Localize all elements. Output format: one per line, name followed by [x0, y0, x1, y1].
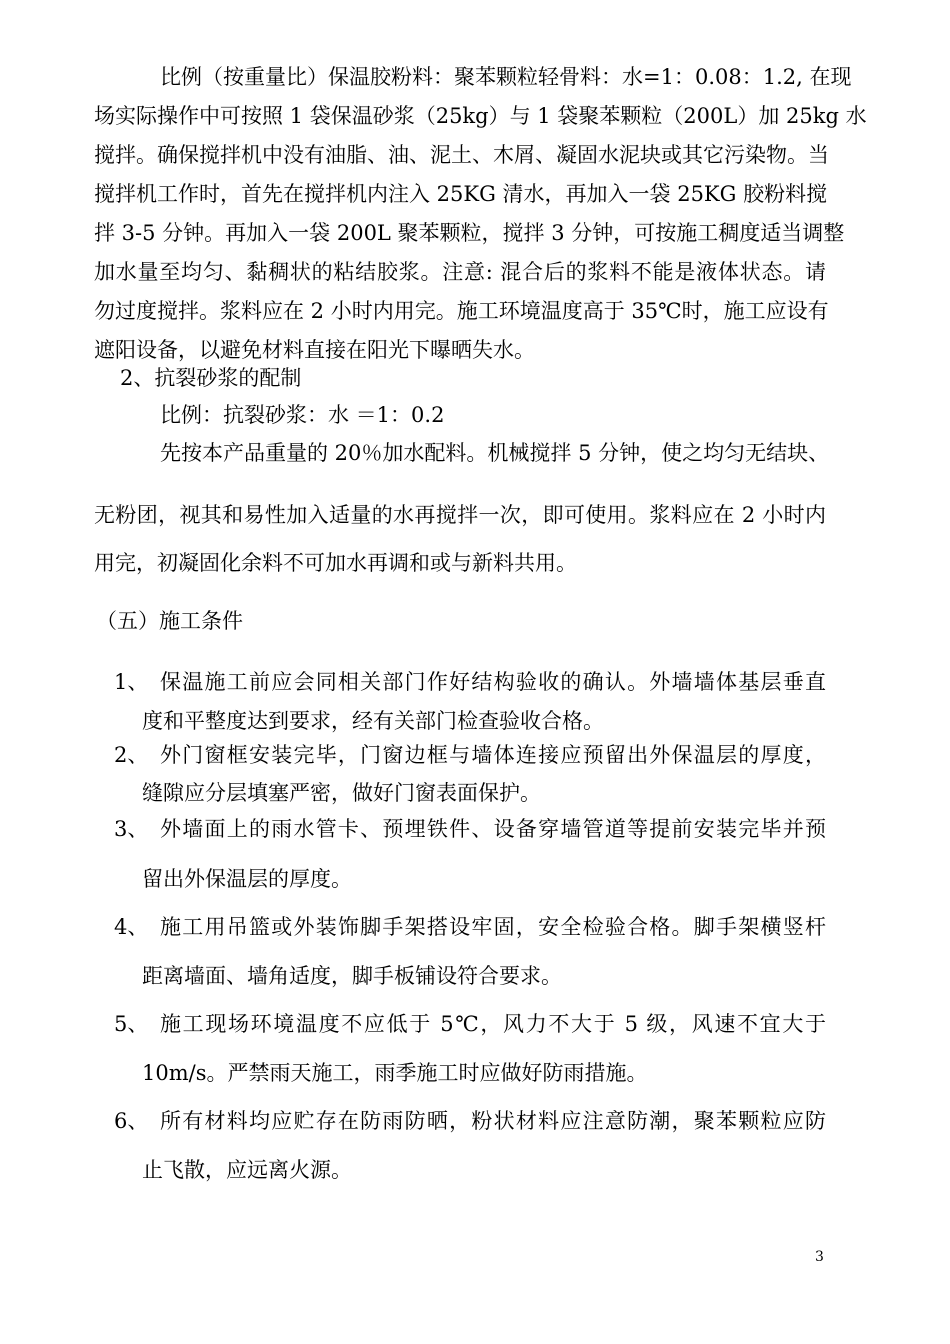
subheading-crack-mortar: 2、抗裂砂浆的配制: [120, 366, 302, 390]
paragraph-1-line-4: 搅拌机工作时，首先在搅拌机内注入 25KG 清水，再加入一袋 25KG 胶粉料搅: [94, 182, 828, 206]
list-number-5: 5、: [114, 1012, 149, 1036]
page-number: 3: [815, 1249, 824, 1265]
list-item-2-line-2: 缝隙应分层填塞严密，做好门窗表面保护。: [142, 781, 541, 805]
paragraph-1-line-2: 场实际操作中可按照 1 袋保温砂浆（25kg）与 1 袋聚苯颗粒（200L）加 25kg 水: [94, 104, 867, 128]
list-item-1-line-2: 度和平整度达到要求，经有关部门检查验收合格。: [142, 709, 604, 733]
list-number-6: 6、: [114, 1109, 149, 1133]
list-number-1: 1、: [114, 670, 149, 694]
paragraph-2-line-1: 先按本产品重量的 20％加水配料。机械搅拌 5 分钟，使之均匀无结块、: [160, 441, 830, 465]
paragraph-1-line-7: 勿过度搅拌。浆料应在 2 小时内用完。施工环境温度高于 35℃时，施工应设有: [94, 299, 829, 323]
paragraph-1-line-6: 加水量至均匀、黏稠状的粘结胶浆。注意: 混合后的浆料不能是液体状态。请: [94, 260, 826, 284]
paragraph-2-line-3: 用完，初凝固化余料不可加水再调和或与新料共用。: [94, 551, 577, 575]
list-item-6-line-1: 所有材料均应贮存在防雨防晒，粉状材料应注意防潮，聚苯颗粒应防: [160, 1109, 826, 1133]
list-item-4-line-2: 距离墙面、墙角适度，脚手板铺设符合要求。: [142, 964, 562, 988]
list-number-3: 3、: [114, 817, 149, 841]
ratio-line: 比例：抗裂砂浆：水 ＝1：0.2: [160, 403, 445, 427]
paragraph-1-line-5: 拌 3-5 分钟。再加入一袋 200L 聚苯颗粒，搅拌 3 分钟，可按施工稠度适当调整: [94, 221, 845, 245]
list-item-1-line-1: 保温施工前应会同相关部门作好结构验收的确认。外墙墙体基层垂直: [160, 670, 826, 694]
list-item-5-line-2: 10m/s。严禁雨天施工，雨季施工时应做好防雨措施。: [142, 1061, 648, 1085]
list-item-2-line-1: 外门窗框安装完毕，门窗边框与墙体连接应预留出外保温层的厚度，: [160, 743, 826, 767]
list-item-5-line-1: 施工现场环境温度不应低于 5℃，风力不大于 5 级，风速不宜大于: [160, 1012, 826, 1036]
paragraph-1-line-8: 遮阳设备，以避免材料直接在阳光下曝晒失水。: [94, 338, 535, 362]
list-number-4: 4、: [114, 915, 149, 939]
list-item-6-line-2: 止飞散，应远离火源。: [142, 1158, 352, 1182]
paragraph-1-line-1: 比例（按重量比）保温胶粉料：聚苯颗粒轻骨料：水=1：0.08：1.2, 在现: [160, 65, 852, 89]
section-heading-construction-conditions: （五）施工条件: [96, 609, 243, 633]
paragraph-2-line-2: 无粉团，视其和易性加入适量的水再搅拌一次，即可使用。浆料应在 2 小时内: [94, 503, 826, 527]
paragraph-1-line-3: 搅拌。确保搅拌机中没有油脂、油、泥土、木屑、凝固水泥块或其它污染物。当: [94, 143, 829, 167]
list-item-3-line-1: 外墙面上的雨水管卡、预埋铁件、设备穿墙管道等提前安装完毕并预: [160, 817, 826, 841]
list-item-3-line-2: 留出外保温层的厚度。: [142, 867, 352, 891]
list-item-4-line-1: 施工用吊篮或外装饰脚手架搭设牢固，安全检验合格。脚手架横竖杆: [160, 915, 826, 939]
list-number-2: 2、: [114, 743, 149, 767]
